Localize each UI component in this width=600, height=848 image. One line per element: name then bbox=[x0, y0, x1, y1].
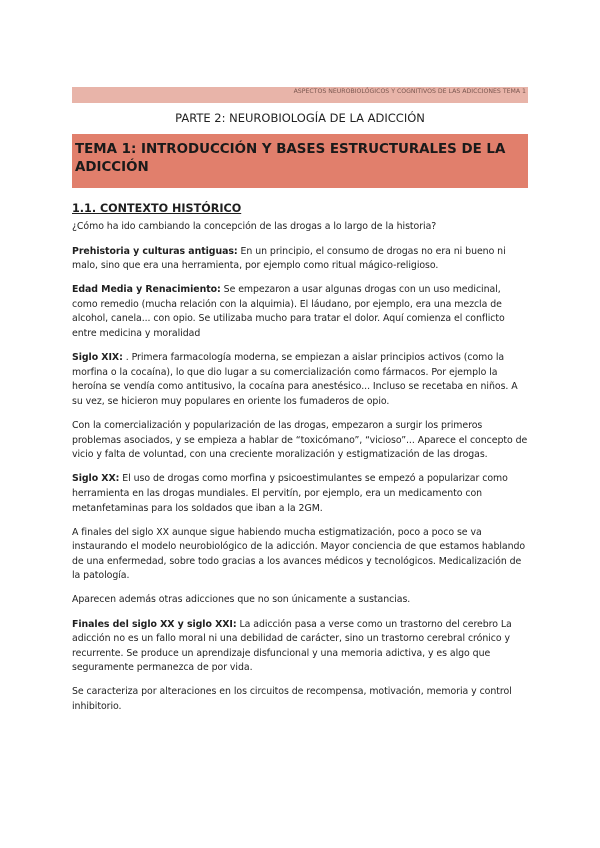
paragraph-comercializacion: Con la comercialización y popularización de las drogas, empezaron a surgir los primeros problemas asociados, y se empieza a hablar de “toxicómano”, “vicioso”... Aparece el concepto de vicio y falta de voluntad, con una creciente moralización y estigmatización de las drogas. bbox=[72, 420, 528, 461]
paragraph-label: Siglo XIX: bbox=[72, 352, 123, 364]
paragraph-label: Siglo XX: bbox=[72, 473, 120, 485]
document-page bbox=[72, 87, 528, 715]
tema-title-box bbox=[72, 134, 528, 188]
paragraph-siglo-xxi bbox=[72, 618, 528, 676]
paragraph-label: Prehistoria y culturas antiguas: bbox=[72, 245, 238, 257]
paragraph-label: Edad Media y Renacimiento: bbox=[72, 284, 221, 296]
paragraph-caracteriza: Se caracteriza por alteraciones en los circuitos de recompensa, motivación, memoria y control inhibitorio. bbox=[72, 686, 512, 713]
paragraph-text: El uso de drogas como morfina y psicoestimulantes se empezó a popularizar como herramienta en las drogas mundiales. El pervitín, por ejemplo, era un medicamento con metanfetaminas para los soldados que iban a la 2GM. bbox=[72, 473, 508, 514]
section-title: 1.1. CONTEXTO HISTÓRICO bbox=[72, 202, 242, 215]
paragraph-label: Finales del siglo XX y siglo XXI: bbox=[72, 618, 237, 630]
paragraph-text: La adicción pasa a verse como un trastorno del cerebro La adicción no es un fallo moral ni una debilidad de carácter, sino un trastorno cerebral crónico y recurrente. Se produce un aprendizaje disfuncional y una memoria adictiva, y es algo que seguramente permanezca de por vida. bbox=[72, 618, 512, 674]
paragraph-edad-media bbox=[72, 283, 528, 341]
paragraph-otras-adicciones: Aparecen además otras adicciones que no son únicamente a sustancias. bbox=[72, 594, 411, 606]
paragraph-finales-xx: A finales del siglo XX aunque sigue habiendo mucha estigmatización, poco a poco se va instaurando el modelo neurobiológico de la adicción. Mayor conciencia de que estamos hablando de una enfermedad, sobre todo gracias a los avances médicos y tecnológicos. Medicalización de la patología. bbox=[72, 526, 526, 582]
part-title: PARTE 2: NEUROBIOLOGÍA DE LA ADICCIÓN bbox=[175, 111, 425, 125]
intro-question: ¿Cómo ha ido cambiando la concepción de las drogas a lo largo de la historia? bbox=[72, 221, 437, 232]
running-header bbox=[72, 87, 528, 103]
paragraph-siglo-xx bbox=[72, 472, 528, 516]
tema-title: TEMA 1: INTRODUCCIÓN Y BASES ESTRUCTURALES DE LA ADICCIÓN bbox=[75, 142, 506, 175]
paragraph-text: En un principio, el consumo de drogas no era ni bueno ni malo, sino que era una herramienta, por ejemplo como ritual mágico-religioso. bbox=[72, 245, 506, 272]
paragraph-text: . Primera farmacología moderna, se empiezan a aislar principios activos (como la morfina o la cocaína), lo que dio lugar a su comercialización como fármacos. Por ejemplo la heroína se vendía como antitusivo, la cocaína para anestésico... Incluso se recetaba en niños. A su vez, se hicieron muy populares en oriente los fumaderos de opio. bbox=[72, 352, 518, 407]
paragraph-text: Se empezaron a usar algunas drogas con un uso medicinal, como remedio (mucha relación con la alquimia). El láudano, por ejemplo, era una mezcla de alcohol, canela... con opio. Se utilizaba mucho para tratar el dolor. Aquí comienza el conflicto entre medicina y moralidad bbox=[72, 284, 505, 340]
running-title: ASPECTOS NEUROBIOLÓGICOS Y COGNITIVOS DE LAS ADICCIONES TEMA 1 bbox=[293, 88, 526, 95]
paragraph-siglo-xix bbox=[72, 351, 528, 409]
paragraph-prehistoria bbox=[72, 245, 528, 274]
